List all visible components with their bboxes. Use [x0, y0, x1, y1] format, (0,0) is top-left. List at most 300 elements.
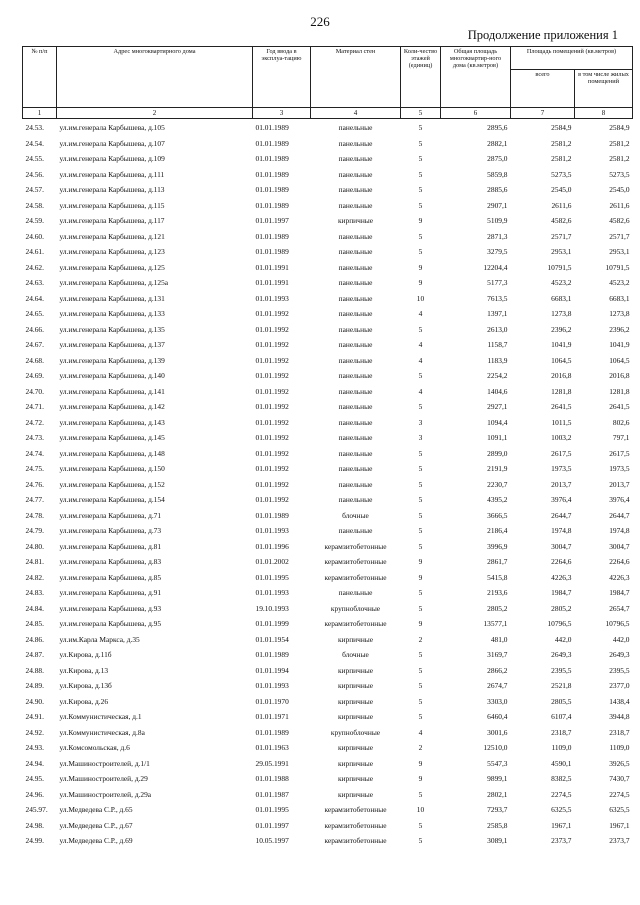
- row-number-cell: 24.95.: [25, 774, 44, 784]
- total-area-cell: 4395,2: [487, 495, 508, 505]
- material-cell: керамзитобетонные: [324, 572, 387, 582]
- address-cell: ул.Медведева С.Р., д.67: [59, 820, 133, 830]
- living-area-cell: 1281,8: [609, 386, 630, 396]
- total-area-cell: 3001,6: [487, 727, 508, 737]
- total-area-cell: 1183,9: [487, 355, 508, 365]
- column-number: 4: [311, 108, 401, 119]
- living-area-cell: 2571,7: [609, 231, 630, 241]
- floors-cell: 5: [418, 650, 423, 660]
- living-area-cell: 2396,2: [609, 324, 630, 334]
- floors-cell: 5: [418, 789, 423, 799]
- premises-area-cell: 2581,2: [551, 138, 572, 148]
- address-cell: ул.им.генерала Карбышева, д.154: [59, 495, 165, 505]
- material-cell: панельные: [338, 448, 373, 458]
- material-cell: крупноблочные: [330, 603, 381, 613]
- premises-area-cell: 2584,9: [551, 123, 572, 133]
- table-body: [23, 119, 633, 849]
- total-area-cell: 5177,3: [487, 278, 508, 288]
- total-area-cell: 2866,2: [487, 665, 508, 675]
- total-area-cell: 2802,1: [487, 789, 508, 799]
- material-cell: кирпичные: [337, 216, 374, 226]
- total-area-cell: 481,0: [490, 634, 508, 644]
- year-cell: 01.01.1993: [255, 681, 289, 691]
- table-row: [23, 322, 633, 338]
- floors-cell: 5: [418, 138, 423, 148]
- living-area-cell: 2274,5: [609, 789, 630, 799]
- premises-area-cell: 1011,5: [551, 417, 572, 427]
- row-number-cell: 24.85.: [25, 619, 44, 629]
- row-number-cell: 24.66.: [25, 324, 44, 334]
- premises-area-cell: 5273,5: [551, 169, 572, 179]
- row-number-cell: 24.84.: [25, 603, 44, 613]
- address-cell: ул.им.генерала Карбышева, д.117: [59, 216, 165, 226]
- living-area-cell: 2377,0: [609, 681, 630, 691]
- material-cell: панельные: [338, 479, 373, 489]
- year-cell: 01.01.1991: [255, 262, 289, 272]
- floors-cell: 5: [418, 231, 423, 241]
- row-number-cell: 24.72.: [25, 417, 44, 427]
- table-row: [23, 539, 633, 555]
- row-number-cell: 24.86.: [25, 634, 44, 644]
- table-row: [23, 632, 633, 648]
- premises-area-cell: 2644,7: [551, 510, 572, 520]
- row-number-cell: 24.63.: [25, 278, 44, 288]
- page-number: 226: [310, 14, 330, 29]
- premises-area-cell: 1984,7: [551, 588, 572, 598]
- premises-area-cell: 2641,5: [551, 402, 572, 412]
- premises-area-cell: 4226,3: [551, 572, 572, 582]
- floors-cell: 5: [418, 495, 423, 505]
- floors-cell: 5: [418, 402, 423, 412]
- row-number-cell: 24.90.: [25, 696, 44, 706]
- address-cell: ул.им.генерала Карбышева, д.140: [59, 371, 165, 381]
- address-cell: ул.им.генерала Карбышева, д.81: [59, 541, 162, 551]
- row-number-cell: 24.98.: [25, 820, 44, 830]
- address-cell: ул.им.генерала Карбышева, д.139: [59, 355, 165, 365]
- premises-area-cell: 1109,0: [551, 743, 572, 753]
- table-row: [23, 694, 633, 710]
- row-number-cell: 24.58.: [25, 200, 44, 210]
- premises-area-cell: 2805,2: [551, 603, 572, 613]
- premises-area-cell: 1003,2: [551, 433, 572, 443]
- table-row: [23, 461, 633, 477]
- living-area-cell: 3926,5: [609, 758, 630, 768]
- year-cell: 01.01.1993: [255, 588, 289, 598]
- premises-area-cell: 2318,7: [551, 727, 572, 737]
- address-cell: ул.Медведева С.Р., д.65: [59, 805, 133, 815]
- total-area-cell: 1404,6: [487, 386, 508, 396]
- floors-cell: 4: [418, 309, 423, 319]
- floors-cell: 5: [418, 123, 423, 133]
- material-cell: панельные: [338, 588, 373, 598]
- address-cell: ул.Медведева С.Р., д.69: [59, 836, 133, 846]
- row-number-cell: 24.56.: [25, 169, 44, 179]
- material-cell: керамзитобетонные: [324, 836, 387, 846]
- total-area-cell: 1397,1: [487, 309, 508, 319]
- material-cell: керамзитобетонные: [324, 805, 387, 815]
- living-area-cell: 1109,0: [609, 743, 630, 753]
- living-area-cell: 3944,8: [609, 712, 630, 722]
- table-row: [23, 275, 633, 291]
- total-area-cell: 1094,4: [487, 417, 508, 427]
- header-year: Год ввода в эксплуа-тацию: [253, 47, 311, 108]
- year-cell: 01.01.1988: [255, 774, 289, 784]
- material-cell: кирпичные: [337, 712, 374, 722]
- year-cell: 01.01.1992: [255, 448, 289, 458]
- total-area-cell: 3303,0: [487, 696, 508, 706]
- material-cell: крупноблочные: [330, 727, 381, 737]
- address-cell: ул.им.генерала Карбышева, д.73: [59, 526, 162, 536]
- premises-area-cell: 1974,8: [551, 526, 572, 536]
- address-cell: ул.им.генерала Карбышева, д.135: [59, 324, 165, 334]
- premises-area-cell: 442,0: [554, 634, 572, 644]
- row-number-cell: 24.91.: [25, 712, 44, 722]
- table-row: [23, 663, 633, 679]
- year-cell: 01.01.1971: [255, 712, 289, 722]
- row-number-cell: 24.76.: [25, 479, 44, 489]
- living-area-cell: 2016,8: [609, 371, 630, 381]
- address-cell: ул.им.генерала Карбышева, д.83: [59, 557, 162, 567]
- row-number-cell: 24.79.: [25, 526, 44, 536]
- floors-cell: 10: [416, 805, 425, 815]
- material-cell: панельные: [338, 247, 373, 257]
- floors-cell: 9: [418, 619, 423, 629]
- premises-area-cell: 3976,4: [551, 495, 572, 505]
- table-row: [23, 368, 633, 384]
- address-cell: ул.им.генерала Карбышева, д.152: [59, 479, 165, 489]
- year-cell: 01.01.1997: [255, 216, 289, 226]
- address-cell: ул.Коммунистическая, д.1: [59, 712, 142, 722]
- total-area-cell: 5547,3: [487, 758, 508, 768]
- living-area-cell: 2264,6: [609, 557, 630, 567]
- row-number-cell: 24.62.: [25, 262, 44, 272]
- year-cell: 01.01.1993: [255, 526, 289, 536]
- row-number-cell: 24.74.: [25, 448, 44, 458]
- floors-cell: 5: [418, 154, 423, 164]
- column-number: 3: [253, 108, 311, 119]
- material-cell: панельные: [338, 309, 373, 319]
- year-cell: 01.01.1989: [255, 247, 289, 257]
- year-cell: 01.01.1991: [255, 278, 289, 288]
- address-cell: ул.Машиностроителей, д.1/1: [59, 758, 150, 768]
- row-number-cell: 24.67.: [25, 340, 44, 350]
- table-row: [23, 353, 633, 369]
- total-area-cell: 5859,8: [487, 169, 508, 179]
- header-premises-all: всего: [511, 70, 575, 108]
- material-cell: панельные: [338, 324, 373, 334]
- floors-cell: 4: [418, 727, 423, 737]
- row-number-cell: 24.61.: [25, 247, 44, 257]
- table-row: [23, 709, 633, 725]
- material-cell: панельные: [338, 433, 373, 443]
- column-number: 1: [23, 108, 57, 119]
- address-cell: ул.им.генерала Карбышева, д.111: [59, 169, 165, 179]
- living-area-cell: 2649,3: [609, 650, 630, 660]
- row-number-cell: 24.68.: [25, 355, 44, 365]
- living-area-cell: 1064,5: [609, 355, 630, 365]
- premises-area-cell: 2617,5: [551, 448, 572, 458]
- premises-area-cell: 8382,5: [551, 774, 572, 784]
- floors-cell: 9: [418, 278, 423, 288]
- total-area-cell: 2613,0: [487, 324, 508, 334]
- total-area-cell: 3279,5: [487, 247, 508, 257]
- year-cell: 01.01.1992: [255, 386, 289, 396]
- table-row: [23, 492, 633, 508]
- total-area-cell: 2191,9: [487, 464, 508, 474]
- year-cell: 01.01.1989: [255, 138, 289, 148]
- material-cell: панельные: [338, 138, 373, 148]
- address-cell: ул.им.генерала Карбышева, д.113: [59, 185, 165, 195]
- living-area-cell: 3976,4: [609, 495, 630, 505]
- table-row: [23, 833, 633, 849]
- address-cell: ул.им.генерала Карбышева, д.125: [59, 262, 165, 272]
- material-cell: панельные: [338, 355, 373, 365]
- living-area-cell: 10796,5: [605, 619, 630, 629]
- floors-cell: 3: [418, 433, 423, 443]
- total-area-cell: 3666,5: [487, 510, 508, 520]
- total-area-cell: 2885,6: [487, 185, 508, 195]
- material-cell: панельные: [338, 386, 373, 396]
- living-area-cell: 2584,9: [609, 123, 630, 133]
- material-cell: кирпичные: [337, 774, 374, 784]
- address-cell: ул.им.Карла Маркса, д.35: [59, 634, 140, 644]
- total-area-cell: 2899,0: [487, 448, 508, 458]
- floors-cell: 5: [418, 510, 423, 520]
- row-number-cell: 24.53.: [25, 123, 44, 133]
- total-area-cell: 3169,7: [487, 650, 508, 660]
- premises-area-cell: 2274,5: [551, 789, 572, 799]
- floors-cell: 5: [418, 185, 423, 195]
- floors-cell: 3: [418, 417, 423, 427]
- table-row: [23, 399, 633, 415]
- table-row: [23, 601, 633, 617]
- year-cell: 01.01.1989: [255, 169, 289, 179]
- address-cell: ул.им.генерала Карбышева, д.107: [59, 138, 165, 148]
- premises-area-cell: 4523,2: [551, 278, 572, 288]
- floors-cell: 2: [418, 743, 423, 753]
- table-row: [23, 477, 633, 493]
- material-cell: панельные: [338, 417, 373, 427]
- year-cell: 10.05.1997: [255, 836, 289, 846]
- table-row: [23, 213, 633, 229]
- total-area-cell: 2230,7: [487, 479, 508, 489]
- year-cell: 01.01.1999: [255, 619, 289, 629]
- table-row: [23, 337, 633, 353]
- row-number-cell: 24.87.: [25, 650, 44, 660]
- total-area-cell: 1091,1: [487, 433, 508, 443]
- address-cell: ул.Кирова, д.11б: [59, 650, 112, 660]
- total-area-cell: 2927,1: [487, 402, 508, 412]
- year-cell: 01.01.1992: [255, 417, 289, 427]
- row-number-cell: 24.83.: [25, 588, 44, 598]
- living-area-cell: 2953,1: [609, 247, 630, 257]
- address-cell: ул.им.генерала Карбышева, д.145: [59, 433, 165, 443]
- year-cell: 01.01.1994: [255, 665, 289, 675]
- living-area-cell: 2373,7: [609, 836, 630, 846]
- address-cell: ул.им.генерала Карбышева, д.133: [59, 309, 165, 319]
- year-cell: 01.01.1989: [255, 154, 289, 164]
- table-row: [23, 725, 633, 741]
- address-cell: ул.им.генерала Карбышева, д.85: [59, 572, 162, 582]
- year-cell: 01.01.1995: [255, 572, 289, 582]
- year-cell: 19.10.1993: [255, 603, 289, 613]
- premises-area-cell: 1973,5: [551, 464, 572, 474]
- total-area-cell: 13577,1: [483, 619, 508, 629]
- row-number-cell: 24.77.: [25, 495, 44, 505]
- table-row: [23, 198, 633, 214]
- premises-area-cell: 4590,1: [551, 758, 572, 768]
- material-cell: панельные: [338, 123, 373, 133]
- address-cell: ул.им.генерала Карбышева, д.148: [59, 448, 165, 458]
- living-area-cell: 1973,5: [609, 464, 630, 474]
- column-number: 5: [401, 108, 441, 119]
- address-cell: ул.Комсомольская, д.6: [59, 743, 130, 753]
- row-number-cell: 24.81.: [25, 557, 44, 567]
- year-cell: 01.01.1989: [255, 123, 289, 133]
- year-cell: 01.01.1992: [255, 495, 289, 505]
- row-number-cell: 24.88.: [25, 665, 44, 675]
- premises-area-cell: 10791,5: [547, 262, 572, 272]
- floors-cell: 5: [418, 324, 423, 334]
- floors-cell: 5: [418, 479, 423, 489]
- year-cell: 01.01.1970: [255, 696, 289, 706]
- year-cell: 01.01.1992: [255, 324, 289, 334]
- address-cell: ул.им.генерала Карбышева, д.150: [59, 464, 165, 474]
- premises-area-cell: 1967,1: [551, 820, 572, 830]
- address-cell: ул.Кирова, д.13: [59, 665, 109, 675]
- appendix-continuation-note: Продолжение приложения 1: [467, 28, 618, 42]
- row-number-cell: 24.78.: [25, 510, 44, 520]
- premises-area-cell: 2373,7: [551, 836, 572, 846]
- living-area-cell: 2644,7: [609, 510, 630, 520]
- floors-cell: 5: [418, 464, 423, 474]
- column-number-row: [23, 108, 633, 119]
- table-row: [23, 802, 633, 818]
- living-area-cell: 1438,4: [609, 696, 630, 706]
- year-cell: 29.05.1991: [255, 758, 289, 768]
- living-area-cell: 2545,0: [609, 185, 630, 195]
- floors-cell: 5: [418, 665, 423, 675]
- total-area-cell: 7293,7: [487, 805, 508, 815]
- table-row: [23, 151, 633, 167]
- floors-cell: 5: [418, 247, 423, 257]
- year-cell: 01.01.1989: [255, 510, 289, 520]
- table-row: [23, 136, 633, 152]
- living-area-cell: 7430,7: [609, 774, 630, 784]
- living-area-cell: 1984,7: [609, 588, 630, 598]
- address-cell: ул.Кирова, д.26: [59, 696, 109, 706]
- material-cell: блочные: [342, 650, 369, 660]
- table-row: [23, 291, 633, 307]
- header-premises-area: Площадь помещений (кв.метров): [511, 47, 633, 70]
- premises-area-cell: 2649,3: [551, 650, 572, 660]
- living-area-cell: 2395,5: [609, 665, 630, 675]
- table-row: [23, 585, 633, 601]
- material-cell: панельные: [338, 464, 373, 474]
- table-row: [23, 260, 633, 276]
- floors-cell: 5: [418, 820, 423, 830]
- year-cell: 01.01.1963: [255, 743, 289, 753]
- floors-cell: 5: [418, 588, 423, 598]
- address-cell: ул.им.генерала Карбышева, д.123: [59, 247, 165, 257]
- table-header-row: [23, 47, 633, 70]
- total-area-cell: 12204,4: [483, 262, 508, 272]
- address-cell: ул.им.генерала Карбышева, д.109: [59, 154, 165, 164]
- row-number-cell: 24.96.: [25, 789, 44, 799]
- material-cell: панельные: [338, 200, 373, 210]
- living-area-cell: 802,6: [612, 417, 630, 427]
- table-row: [23, 167, 633, 183]
- living-area-cell: 4582,6: [609, 216, 630, 226]
- total-area-cell: 2186,4: [487, 526, 508, 536]
- address-cell: ул.им.генерала Карбышева, д.115: [59, 200, 165, 210]
- premises-area-cell: 1041,9: [551, 340, 572, 350]
- table-row: [23, 771, 633, 787]
- total-area-cell: 2585,8: [487, 820, 508, 830]
- address-cell: ул.им.генерала Карбышева, д.131: [59, 293, 165, 303]
- row-number-cell: 24.55.: [25, 154, 44, 164]
- floors-cell: 5: [418, 448, 423, 458]
- living-area-cell: 6325,5: [609, 805, 630, 815]
- table-row: [23, 244, 633, 260]
- address-cell: ул.им.генерала Карбышева, д.95: [59, 619, 162, 629]
- row-number-cell: 24.99.: [25, 836, 44, 846]
- table-row: [23, 616, 633, 632]
- total-area-cell: 3996,9: [487, 541, 508, 551]
- address-cell: ул.Коммунистическая, д.8а: [59, 727, 145, 737]
- premises-area-cell: 2395,5: [551, 665, 572, 675]
- floors-cell: 9: [418, 216, 423, 226]
- column-number: 8: [575, 108, 633, 119]
- address-cell: ул.Машиностроителей, д.29: [59, 774, 148, 784]
- total-area-cell: 2875,0: [487, 154, 508, 164]
- total-area-cell: 2254,2: [487, 371, 508, 381]
- material-cell: блочные: [342, 510, 369, 520]
- premises-area-cell: 10796,5: [547, 619, 572, 629]
- address-cell: ул.им.генерала Карбышева, д.142: [59, 402, 165, 412]
- floors-cell: 10: [416, 293, 425, 303]
- floors-cell: 9: [418, 572, 423, 582]
- address-cell: ул.им.генерала Карбышева, д.105: [59, 123, 165, 133]
- row-number-cell: 24.82.: [25, 572, 44, 582]
- row-number-cell: 24.65.: [25, 309, 44, 319]
- total-area-cell: 6460,4: [487, 712, 508, 722]
- material-cell: панельные: [338, 154, 373, 164]
- premises-area-cell: 6107,4: [551, 712, 572, 722]
- living-area-cell: 10791,5: [605, 262, 630, 272]
- header-floors: Коли-чество этажей (единиц): [401, 47, 441, 108]
- table-row: [23, 119, 633, 136]
- material-cell: кирпичные: [337, 758, 374, 768]
- premises-area-cell: 1273,8: [551, 309, 572, 319]
- year-cell: 01.01.1992: [255, 464, 289, 474]
- living-area-cell: 2641,5: [609, 402, 630, 412]
- floors-cell: 5: [418, 836, 423, 846]
- table-row: [23, 570, 633, 586]
- table-row: [23, 647, 633, 663]
- material-cell: кирпичные: [337, 634, 374, 644]
- row-number-cell: 24.92.: [25, 727, 44, 737]
- year-cell: 01.01.1992: [255, 340, 289, 350]
- material-cell: кирпичные: [337, 789, 374, 799]
- premises-area-cell: 1281,8: [551, 386, 572, 396]
- column-number: 6: [441, 108, 511, 119]
- living-area-cell: 2617,5: [609, 448, 630, 458]
- material-cell: панельные: [338, 293, 373, 303]
- living-area-cell: 1967,1: [609, 820, 630, 830]
- floors-cell: 4: [418, 386, 423, 396]
- table-row: [23, 756, 633, 772]
